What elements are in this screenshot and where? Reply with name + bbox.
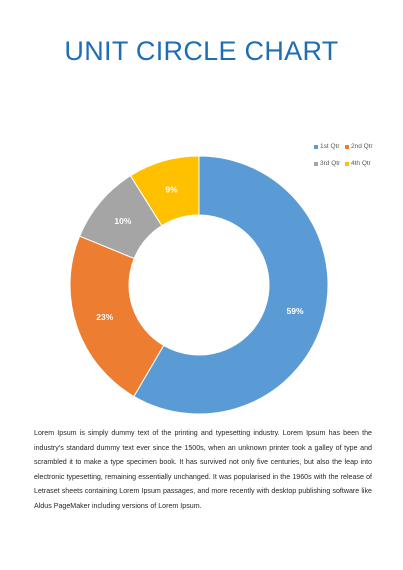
legend-item-4th-qtr xyxy=(345,160,385,167)
legend-label: 1st Qtr xyxy=(320,143,340,150)
body-paragraph: Lorem Ipsum is simply dummy text of the printing and typesetting industry. Lorem Ipsum has been the industry's standard dummy text ever since the 1500s, when an unknown printer took a galley of type and scrambled it to make a type specimen book. It has survived not only five centuries, but also the leap into electronic typesetting, remaining essentially unchanged. It was popularised in the 1960s with the release of Letraset sheets containing Lorem Ipsum passages, and more recently with desktop publishing software like Aldus PageMaker including versions of Lorem Ipsum. xyxy=(34,429,372,510)
legend-item-3rd-qtr xyxy=(314,160,345,167)
legend-item-1st-qtr xyxy=(314,143,345,150)
page-title: UNIT CIRCLE CHART xyxy=(64,36,339,66)
chart-slices xyxy=(70,156,328,414)
data-label-4th-qtr: 9% xyxy=(165,184,178,195)
legend-label: 3rd Qtr xyxy=(320,160,341,167)
legend-label: 2nd Qtr xyxy=(351,143,373,150)
legend-swatch-2nd-qtr xyxy=(345,145,349,149)
legend-row xyxy=(314,155,394,172)
chart-legend xyxy=(314,138,394,172)
legend-label: 4th Qtr xyxy=(351,160,371,167)
data-label-2nd-qtr: 23% xyxy=(96,311,114,322)
legend-swatch-3rd-qtr xyxy=(314,162,318,166)
legend-swatch-1st-qtr xyxy=(314,145,318,149)
legend-swatch-4th-qtr xyxy=(345,162,349,166)
legend-item-2nd-qtr xyxy=(345,143,385,150)
legend-row xyxy=(314,138,394,155)
data-label-3rd-qtr: 10% xyxy=(114,215,132,226)
data-label-1st-qtr: 59% xyxy=(286,306,304,317)
